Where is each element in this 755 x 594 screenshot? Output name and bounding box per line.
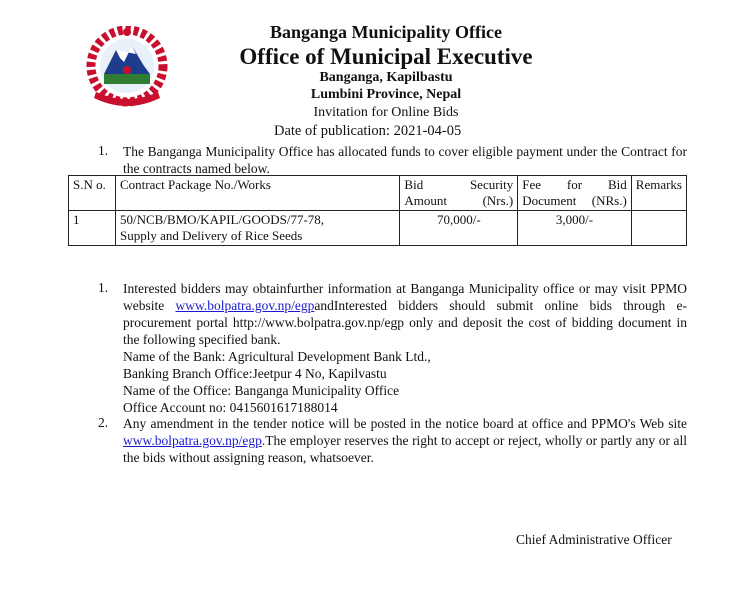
point-2-text: Any amendment in the tender notice will be posted in the notice board at office and PPMO's Web site: [123, 416, 687, 431]
cell-remarks: [631, 211, 686, 246]
bank-name: Name of the Bank: Agricultural Development Bank Ltd.,: [123, 349, 431, 364]
ppmo-website-link[interactable]: www.bolpatra.gov.np/egp: [175, 298, 315, 313]
office-province: Lumbini Province, Nepal: [310, 87, 462, 102]
office-title: Office of Municipal Executive: [239, 44, 533, 69]
ppmo-website-link-2[interactable]: www.bolpatra.gov.np/egp: [123, 433, 262, 448]
point-2-paragraph: [123, 415, 687, 466]
cell-bid-security: 70,000/-: [400, 211, 518, 246]
point-2-text-cont: .The employer reserves the right to accept or reject, wholly or partly any or all the bids without assigning reason, whatsoever.: [123, 433, 687, 465]
office-name-line: Name of the Office: Banganga Municipality Office: [123, 383, 400, 398]
point-1-number: 1.: [98, 280, 109, 295]
header-sno: S.N o.: [69, 176, 116, 211]
notice-title: Invitation for Online Bids: [313, 105, 459, 120]
package-code: 50/NCB/BMO/KAPIL/GOODS/77-78,: [120, 212, 325, 227]
nepal-government-emblem-icon: [82, 26, 172, 112]
package-description: Supply and Delivery of Rice Seeds: [120, 228, 303, 243]
office-account: Office Account no: 0415601617188014: [123, 400, 338, 415]
office-name: Banganga Municipality Office: [269, 22, 502, 42]
cell-fee: 3,000/-: [518, 211, 632, 246]
signature-title: Chief Administrative Officer: [516, 532, 672, 547]
point-2-number: 2.: [98, 415, 109, 430]
bank-branch: Banking Branch Office:Jeetpur 4 No, Kapilvastu: [123, 366, 387, 381]
header-package: Contract Package No./Works: [116, 176, 400, 211]
table-header-row: [69, 176, 687, 211]
office-address: Banganga, Kapilbastu: [319, 70, 453, 85]
intro-paragraph: The Banganga Municipality Office has allocated funds to cover eligible payment under the Contract for the contracts named below.: [123, 144, 687, 176]
publication-date: Date of publication: 2021-04-05: [274, 123, 462, 139]
header-bid-security: Bid Security Amount (Nrs.): [400, 176, 518, 211]
cell-package: [116, 211, 400, 246]
table-row: [69, 211, 687, 246]
contracts-table: [68, 175, 687, 246]
header-remarks: Remarks: [631, 176, 686, 211]
point-1-text: Interested bidders may obtainfurther information at Banganga Municipality office or may visit PPMO website: [123, 281, 687, 313]
point-1-text-cont: andInterested bidders should submit online bids through e-procurement portal http://www.bolpatra.gov.np/egp only and deposit the cost of bidding document in the following specified bank.: [123, 298, 687, 347]
header-fee: Fee for Bid Document (NRs.): [518, 176, 632, 211]
point-1-paragraph: [123, 280, 687, 416]
intro-number: 1.: [98, 143, 109, 158]
cell-sno: 1: [69, 211, 116, 246]
